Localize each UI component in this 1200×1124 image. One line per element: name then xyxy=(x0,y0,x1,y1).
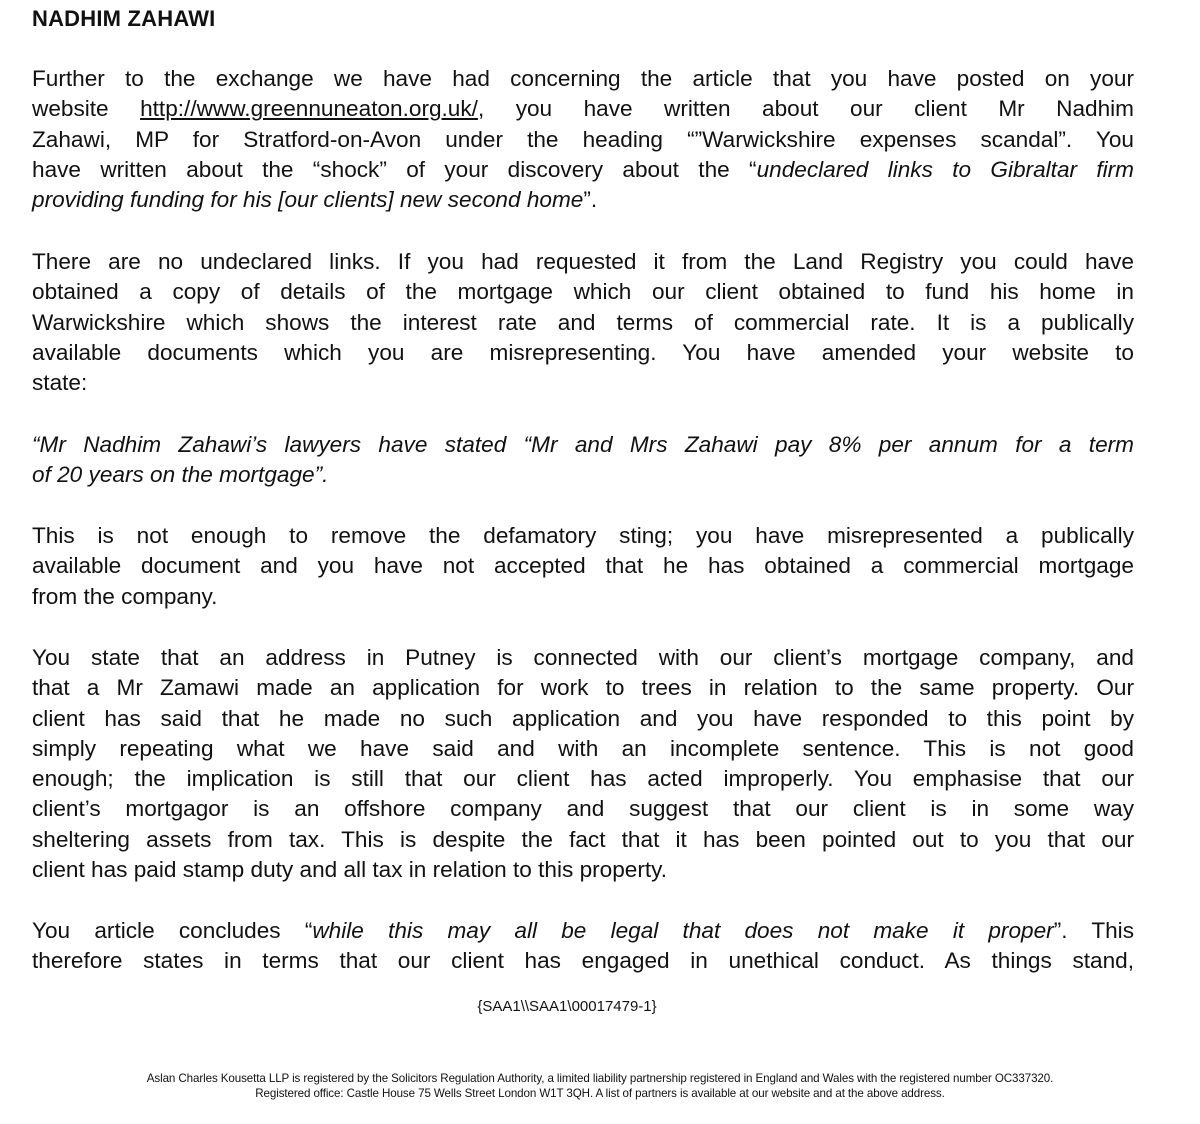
p2-line-1: There are no undeclared links. If you had requested it from the Land Registry you could have xyxy=(32,249,1134,274)
p1-line-3: Zahawi, MP for Stratford-on-Avon under the heading “”Warwickshire expenses scandal”. You xyxy=(32,126,1134,152)
paragraph-4 xyxy=(32,521,1134,612)
p2-line-5: state: xyxy=(32,370,88,396)
p6-line-1-post: ”. This xyxy=(1053,918,1134,943)
p5-line-7: sheltering assets from tax. This is despite the fact that it has been pointed out to you that our xyxy=(32,826,1134,852)
p3-line-1: “Mr Nadhim Zahawi’s lawyers have stated “Mr and Mrs Zahawi pay 8% per annum for a term xyxy=(32,432,1134,457)
p2-line-3: Warwickshire which shows the interest rate and terms of commercial rate. It is a publically xyxy=(32,309,1134,335)
website-link[interactable]: http://www.greennuneaton.org.uk/ xyxy=(140,96,478,122)
paragraph-5 xyxy=(32,643,1134,885)
paragraph-6 xyxy=(32,916,1134,977)
quote-undeclared-links: undeclared links to Gibraltar firm xyxy=(756,156,1134,182)
paragraph-3-quote xyxy=(32,430,1134,491)
p1-line-2-pre: website xyxy=(32,96,141,122)
p1-line-2 xyxy=(32,94,1134,124)
p6-line-1-pre: You article concludes “ xyxy=(32,918,313,943)
paragraph-1 xyxy=(32,64,1134,215)
p1-line-4-pre: have written about the “shock” of your discovery about the “ xyxy=(32,156,757,182)
p4-line-3: from the company. xyxy=(32,583,218,609)
quote-funding: providing funding for his [our clients] new second home xyxy=(32,187,584,213)
p1-line-5-post: ”. xyxy=(583,187,598,213)
document-reference: {SAA1\\SAA1\00017479-1} xyxy=(477,998,657,1015)
p5-line-1: You state that an address in Putney is connected with our client’s mortgage company, and xyxy=(32,645,1134,670)
p1-line-1: Further to the exchange we have had concerning the article that you have posted on your xyxy=(32,66,1134,91)
letter-heading: NADHIM ZAHAWI xyxy=(32,6,216,31)
p6-line-1 xyxy=(32,916,1134,946)
p1-line-4 xyxy=(32,155,1134,185)
p2-line-4: available documents which you are misrepresenting. You have amended your website to xyxy=(32,339,1134,365)
p4-line-2: available document and you have not accepted that he has obtained a commercial mortgage xyxy=(32,553,1134,579)
p5-line-8: client has paid stamp duty and all tax in relation to this property. xyxy=(32,857,668,883)
quote-conclusion: while this may all be legal that does not make it proper xyxy=(312,918,1054,943)
paragraph-2 xyxy=(32,247,1134,398)
p5-line-5: enough; the implication is still that our client has acted improperly. You emphasise that our xyxy=(32,766,1134,792)
p3-line-2: of 20 years on the mortgage”. xyxy=(32,462,329,488)
p6-line-2: therefore states in terms that our client has engaged in unethical conduct. As things stand, xyxy=(32,948,1134,974)
p2-line-2: obtained a copy of details of the mortgage which our client obtained to fund his home in xyxy=(32,279,1134,305)
footer-line-2: Registered office: Castle House 75 Wells Street London W1T 3QH. A list of partners is available at our website and at the above address. xyxy=(255,1087,945,1100)
p5-line-4: simply repeating what we have said and with an incomplete sentence. This is not good xyxy=(32,735,1134,761)
footer-line-1: Aslan Charles Kousetta LLP is registered by the Solicitors Regulation Authority, a limited liability partnership registered in England and Wales with the registered number OC337320. xyxy=(146,1072,1054,1085)
firm-footer xyxy=(0,1071,1200,1101)
p5-line-6: client’s mortgagor is an offshore company and suggest that our client is in some way xyxy=(32,796,1134,822)
p1-line-2-post: , you have written about our client Mr Nadhim xyxy=(477,96,1134,122)
p1-line-5 xyxy=(32,185,1134,215)
p5-line-3: client has said that he made no such application and you have responded to this point by xyxy=(32,705,1134,731)
p4-line-1: This is not enough to remove the defamatory sting; you have misrepresented a publically xyxy=(32,523,1134,548)
p5-line-2: that a Mr Zamawi made an application for work to trees in relation to the same property. Our xyxy=(32,675,1134,701)
